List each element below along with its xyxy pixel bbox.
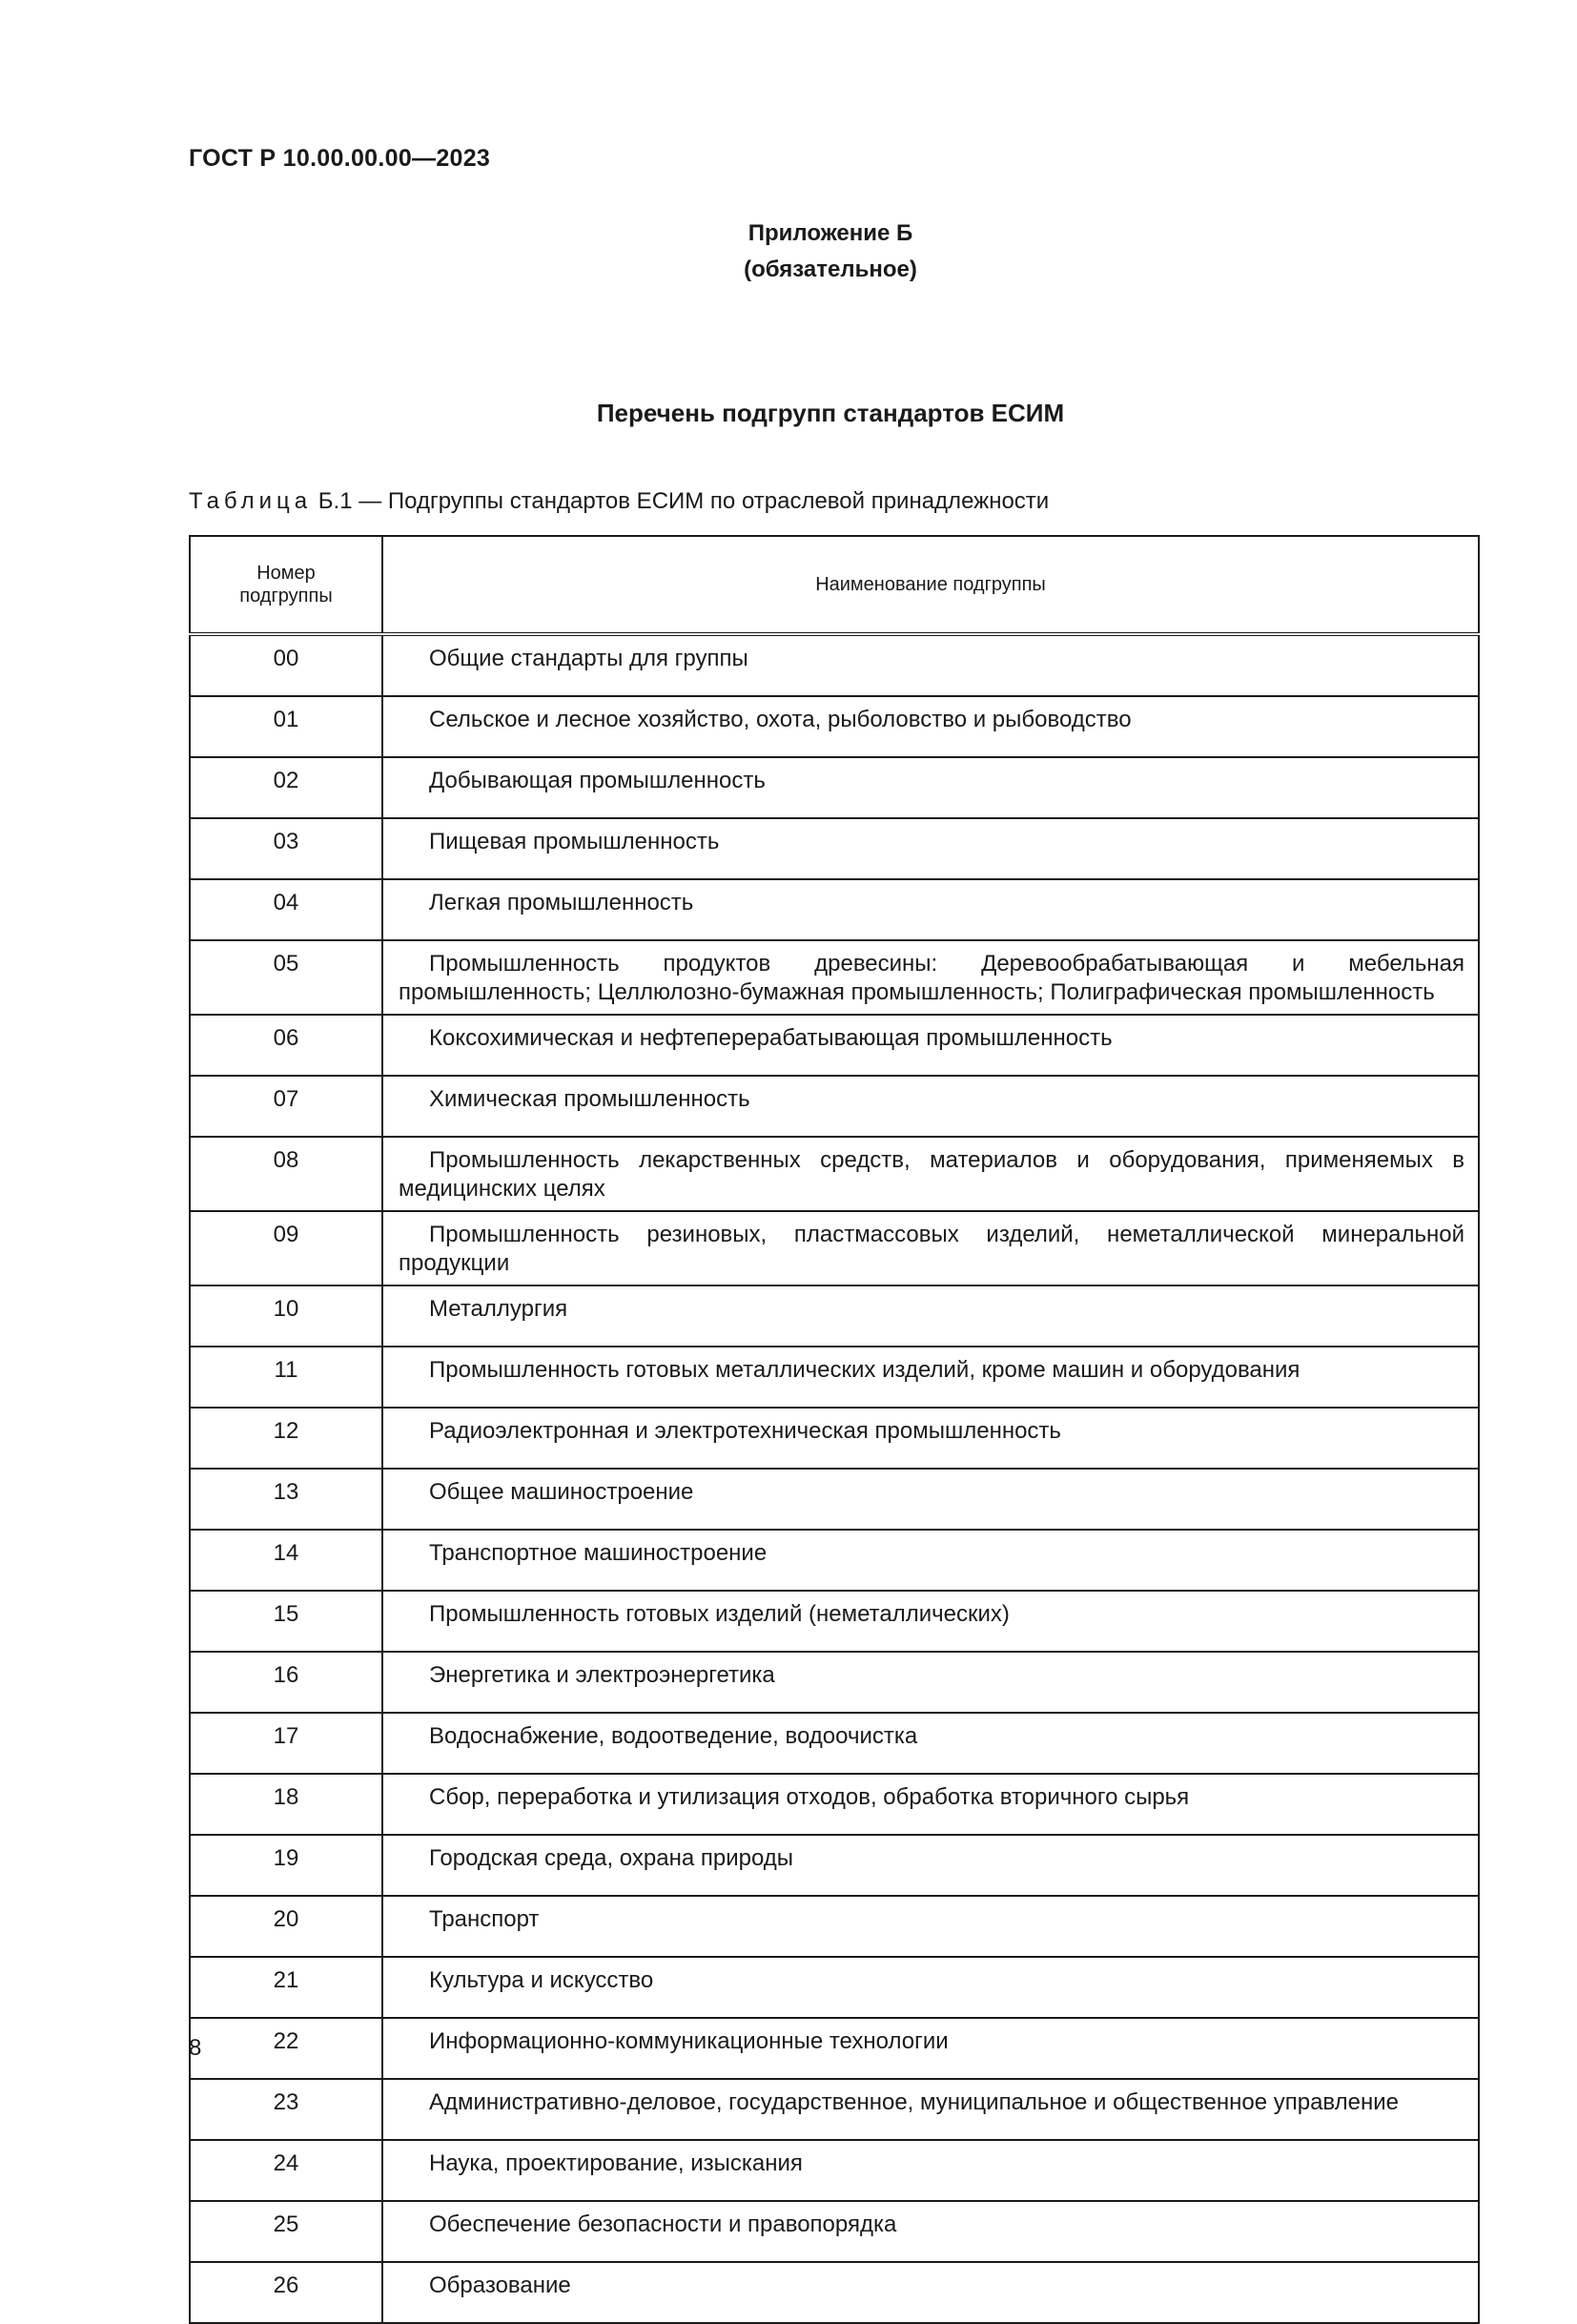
subgroup-name-cell: [382, 1713, 1479, 1774]
subgroup-name-cell: [382, 2018, 1479, 2079]
subgroup-name-cell: [382, 1530, 1479, 1591]
subgroup-number: 20: [190, 1896, 382, 1957]
subgroup-number: 02: [190, 757, 382, 818]
subgroup-number: 25: [190, 2201, 382, 2262]
subgroup-name: Общее машиностроение: [429, 1479, 694, 1505]
subgroup-name: Добывающая промышленность: [429, 768, 766, 793]
subgroup-number: 23: [190, 2079, 382, 2140]
subgroup-name-cell: [382, 2201, 1479, 2262]
subgroup-name-cell: [382, 1652, 1479, 1713]
subgroup-name: Промышленность лекарственных средств, материалов и оборудования, применяемых в медицинских целях: [399, 1147, 1464, 1202]
subgroup-name-cell: [382, 940, 1479, 1015]
subgroup-name: Административно-деловое, государственное, муниципальное и общественное управление: [429, 2089, 1399, 2115]
subgroup-name: Обеспечение безопасности и правопорядка: [429, 2211, 897, 2237]
subgroup-name: Образование: [429, 2273, 571, 2298]
subgroup-name-cell: [382, 1015, 1479, 1076]
subgroup-name: Транспорт: [429, 1906, 540, 1932]
subgroup-name: Химическая промышленность: [429, 1086, 750, 1112]
page-number: 8: [189, 2035, 202, 2061]
subgroup-name-cell: [382, 1896, 1479, 1957]
column-header-name: Наименование подгруппы: [382, 536, 1479, 634]
subgroup-number: 22: [190, 2018, 382, 2079]
table-row: [190, 1591, 1479, 1652]
table-header-row: [190, 536, 1479, 634]
subgroup-name-cell: [382, 1076, 1479, 1137]
table-row: [190, 1347, 1479, 1408]
table-row: [190, 1408, 1479, 1469]
table-caption: [189, 488, 1049, 515]
table-row: [190, 1137, 1479, 1211]
table-row: [190, 2140, 1479, 2201]
subgroup-number: 09: [190, 1211, 382, 1285]
subgroup-name-cell: [382, 1137, 1479, 1211]
subgroup-number: 00: [190, 634, 382, 696]
subgroup-name: Транспортное машиностроение: [429, 1540, 768, 1566]
subgroup-number: 15: [190, 1591, 382, 1652]
table-row: [190, 818, 1479, 879]
subgroup-name: Наука, проектирование, изыскания: [429, 2150, 803, 2176]
subgroup-number: 07: [190, 1076, 382, 1137]
table-caption-text: Б.1 — Подгруппы стандартов ЕСИМ по отраслевой принадлежности: [312, 488, 1050, 514]
document-code: ГОСТ Р 10.00.00.00—2023: [189, 145, 491, 172]
table-row: [190, 2079, 1479, 2140]
table-row: [190, 1015, 1479, 1076]
subgroups-table: [189, 535, 1480, 2324]
table-row: [190, 1211, 1479, 1285]
table-row: [190, 940, 1479, 1015]
subgroup-name-cell: [382, 1957, 1479, 2018]
table-row: [190, 2018, 1479, 2079]
subgroup-name: Городская среда, охрана природы: [429, 1845, 794, 1871]
subgroup-name-cell: [382, 1835, 1479, 1896]
subgroup-name: Промышленность готовых металлических изделий, кроме машин и оборудования: [429, 1357, 1301, 1383]
table-row: [190, 634, 1479, 696]
subgroup-name-cell: [382, 1347, 1479, 1408]
table-row: [190, 2262, 1479, 2323]
table-row: [190, 879, 1479, 940]
table-row: [190, 696, 1479, 757]
subgroup-number: 14: [190, 1530, 382, 1591]
table-row: [190, 757, 1479, 818]
subgroup-number: 13: [190, 1469, 382, 1530]
subgroup-name: Энергетика и электроэнергетика: [429, 1662, 775, 1688]
subgroup-name: Коксохимическая и нефтеперерабатывающая промышленность: [429, 1025, 1113, 1051]
table-row: [190, 2201, 1479, 2262]
subgroup-name: Промышленность готовых изделий (неметаллических): [429, 1601, 1010, 1627]
subgroup-number: 11: [190, 1347, 382, 1408]
subgroup-number: 18: [190, 1774, 382, 1835]
table-row: [190, 1713, 1479, 1774]
subgroup-name-cell: [382, 1408, 1479, 1469]
subgroup-number: 01: [190, 696, 382, 757]
subgroup-name-cell: [382, 696, 1479, 757]
subgroup-name: Пищевая промышленность: [429, 829, 720, 854]
subgroup-number: 16: [190, 1652, 382, 1713]
table-row: [190, 1652, 1479, 1713]
subgroup-name-cell: [382, 879, 1479, 940]
subgroup-number: 21: [190, 1957, 382, 2018]
subgroup-number: 06: [190, 1015, 382, 1076]
subgroup-number: 17: [190, 1713, 382, 1774]
subgroup-number: 04: [190, 879, 382, 940]
table-row: [190, 1896, 1479, 1957]
table-row: [190, 1835, 1479, 1896]
subgroup-name: Промышленность резиновых, пластмассовых изделий, неметаллической минеральной продукции: [399, 1222, 1464, 1276]
subgroup-name: Культура и искусство: [429, 1967, 654, 1993]
column-header-number: Номер подгруппы: [190, 536, 382, 634]
subgroup-number: 24: [190, 2140, 382, 2201]
subgroup-name: Водоснабжение, водоотведение, водоочистка: [429, 1723, 918, 1749]
subgroup-name: Легкая промышленность: [429, 890, 694, 915]
subgroup-name: Информационно-коммуникационные технологии: [429, 2028, 949, 2054]
subgroup-number: 19: [190, 1835, 382, 1896]
subgroup-name: Металлургия: [429, 1296, 568, 1322]
appendix-status: (обязательное): [744, 257, 917, 282]
section-title: Перечень подгрупп стандартов ЕСИМ: [596, 399, 1065, 427]
subgroup-name: Радиоэлектронная и электротехническая промышленность: [429, 1418, 1061, 1444]
subgroup-name-cell: [382, 2140, 1479, 2201]
subgroup-number: 26: [190, 2262, 382, 2323]
subgroup-number: 08: [190, 1137, 382, 1211]
subgroup-name-cell: [382, 757, 1479, 818]
subgroup-name: Промышленность продуктов древесины: Деревообрабатывающая и мебельная промышленность; Целлюлозно-бумажная промышленность; Полиграфическая промышленность: [399, 951, 1464, 1005]
subgroup-name-cell: [382, 1285, 1479, 1347]
table-row: [190, 1957, 1479, 2018]
table-row: [190, 1469, 1479, 1530]
subgroup-name-cell: [382, 634, 1479, 696]
subgroup-name-cell: [382, 1211, 1479, 1285]
subgroup-name-cell: [382, 2262, 1479, 2323]
subgroup-name-cell: [382, 1469, 1479, 1530]
subgroup-name-cell: [382, 1591, 1479, 1652]
appendix-title: Приложение Б: [748, 220, 913, 246]
subgroup-number: 12: [190, 1408, 382, 1469]
subgroup-name-cell: [382, 2079, 1479, 2140]
subgroup-number: 03: [190, 818, 382, 879]
subgroup-number: 05: [190, 940, 382, 1015]
table-row: [190, 1285, 1479, 1347]
subgroup-name: Сбор, переработка и утилизация отходов, обработка вторичного сырья: [429, 1784, 1190, 1810]
table-row: [190, 1530, 1479, 1591]
subgroup-name: Общие стандарты для группы: [429, 646, 748, 671]
subgroup-name: Сельское и лесное хозяйство, охота, рыболовство и рыбоводство: [429, 707, 1132, 732]
subgroup-name-cell: [382, 1774, 1479, 1835]
subgroup-number: 10: [190, 1285, 382, 1347]
table-caption-label: Таблица: [189, 488, 313, 514]
table-row: [190, 1774, 1479, 1835]
table-row: [190, 1076, 1479, 1137]
subgroup-name-cell: [382, 818, 1479, 879]
